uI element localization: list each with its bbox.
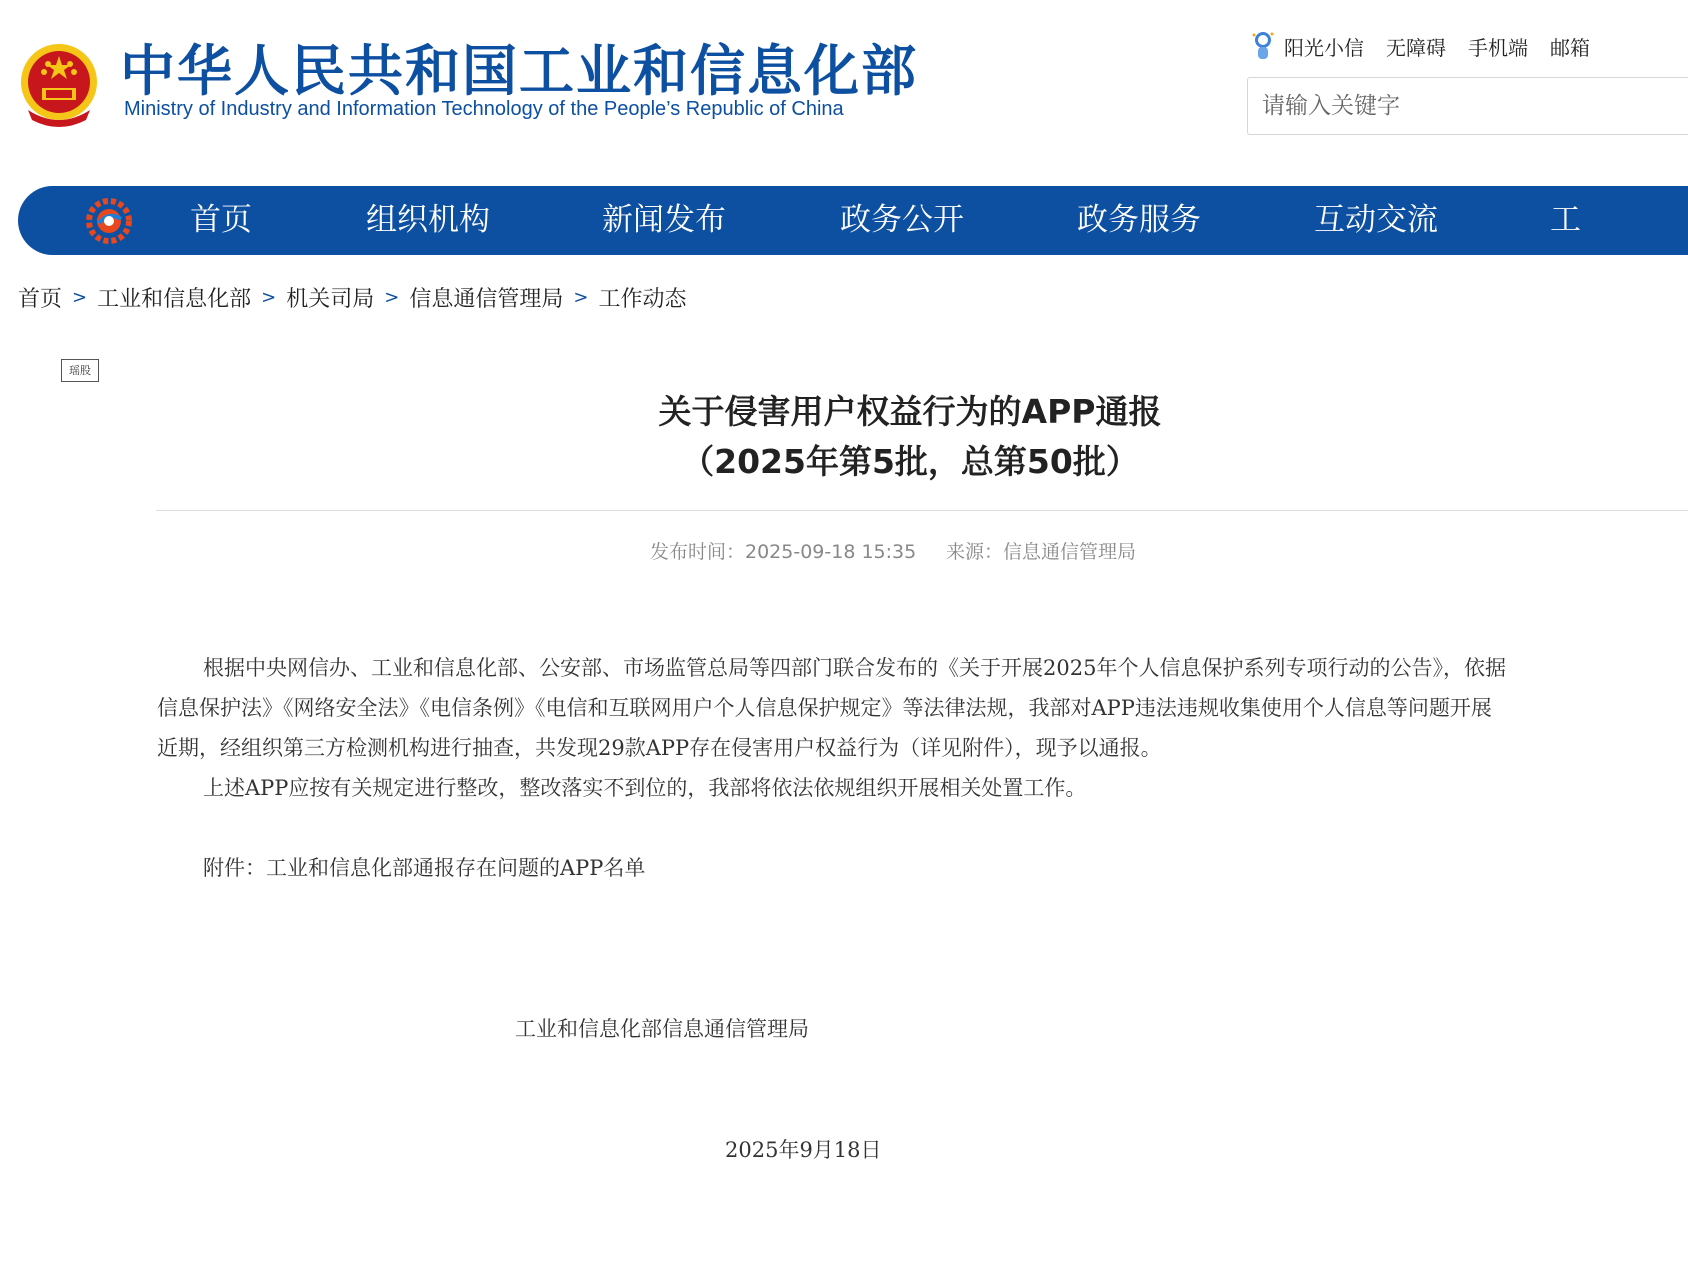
- site-title-english: Ministry of Industry and Information Technology of the People’s Republic of China: [124, 98, 844, 120]
- site-title: 中华人民共和国工业和信息化部: [120, 39, 919, 103]
- top-links: [1250, 28, 1612, 64]
- article-title: 关于侵害用户权益行为的APP通报: [658, 392, 1162, 431]
- nav-organization[interactable]: 组织机构: [366, 202, 490, 238]
- signature: 工业和信息化部信息通信管理局: [515, 1017, 809, 1041]
- breadcrumb: [18, 282, 686, 313]
- tag-badge: 瑶股: [61, 359, 99, 382]
- breadcrumb-separator: >: [573, 287, 589, 308]
- nav-more[interactable]: 工: [1550, 202, 1581, 238]
- article-subtitle: （2025年第5批，总第50批）: [681, 442, 1139, 481]
- breadcrumb-departments[interactable]: 机关司局: [286, 287, 375, 312]
- search-input[interactable]: [1248, 78, 1642, 134]
- breadcrumb-miit[interactable]: 工业和信息化部: [97, 287, 252, 312]
- body-paragraph: 上述APP应按有关规定进行整改，整改落实不到位的，我部将依法依规组织开展相关处置工作。: [203, 776, 1087, 800]
- breadcrumb-work-updates[interactable]: 工作动态: [598, 287, 687, 312]
- breadcrumb-separator: >: [261, 287, 277, 308]
- nav-government-affairs[interactable]: 政务公开: [840, 202, 964, 238]
- mascot-icon: [1250, 29, 1276, 63]
- attachment-link[interactable]: 附件：工业和信息化部通报存在问题的APP名单: [203, 856, 646, 880]
- body-paragraph: 根据中央网信办、工业和信息化部、公安部、市场监管总局等四部门联合发布的《关于开展2025年个人信息保护系列专项行动的公告》，依据: [203, 656, 1506, 680]
- article-source: 来源：信息通信管理局: [946, 541, 1137, 563]
- breadcrumb-ict-bureau[interactable]: 信息通信管理局: [409, 287, 564, 312]
- miit-logo-icon: [85, 197, 133, 245]
- body-paragraph: 近期，经组织第三方检测机构进行抽查，共发现29款APP存在侵害用户权益行为（详见附件），现予以通报。: [157, 736, 1162, 760]
- breadcrumb-separator: >: [72, 287, 88, 308]
- document-date: 2025年9月18日: [725, 1138, 882, 1162]
- nav-government-services[interactable]: 政务服务: [1077, 202, 1201, 238]
- toplink-accessibility[interactable]: 无障碍: [1386, 35, 1446, 60]
- title-divider: [156, 510, 1688, 511]
- national-emblem-icon: [18, 38, 100, 130]
- nav-interaction[interactable]: 互动交流: [1314, 202, 1438, 238]
- breadcrumb-separator: >: [384, 287, 400, 308]
- toplink-sunshine[interactable]: 阳光小信: [1284, 35, 1364, 60]
- breadcrumb-home[interactable]: 首页: [18, 287, 63, 312]
- publish-time: 发布时间：2025-09-18 15:35: [650, 541, 917, 563]
- nav-news[interactable]: 新闻发布: [602, 202, 726, 238]
- toplink-mail[interactable]: 邮箱: [1550, 35, 1590, 60]
- search-box: [1247, 77, 1688, 135]
- body-paragraph: 信息保护法》《网络安全法》《电信条例》《电信和互联网用户个人信息保护规定》等法律法规，我部对APP违法违规收集使用个人信息等问题开展: [157, 696, 1492, 720]
- toplink-mobile[interactable]: 手机端: [1468, 35, 1528, 60]
- nav-home[interactable]: 首页: [190, 202, 252, 238]
